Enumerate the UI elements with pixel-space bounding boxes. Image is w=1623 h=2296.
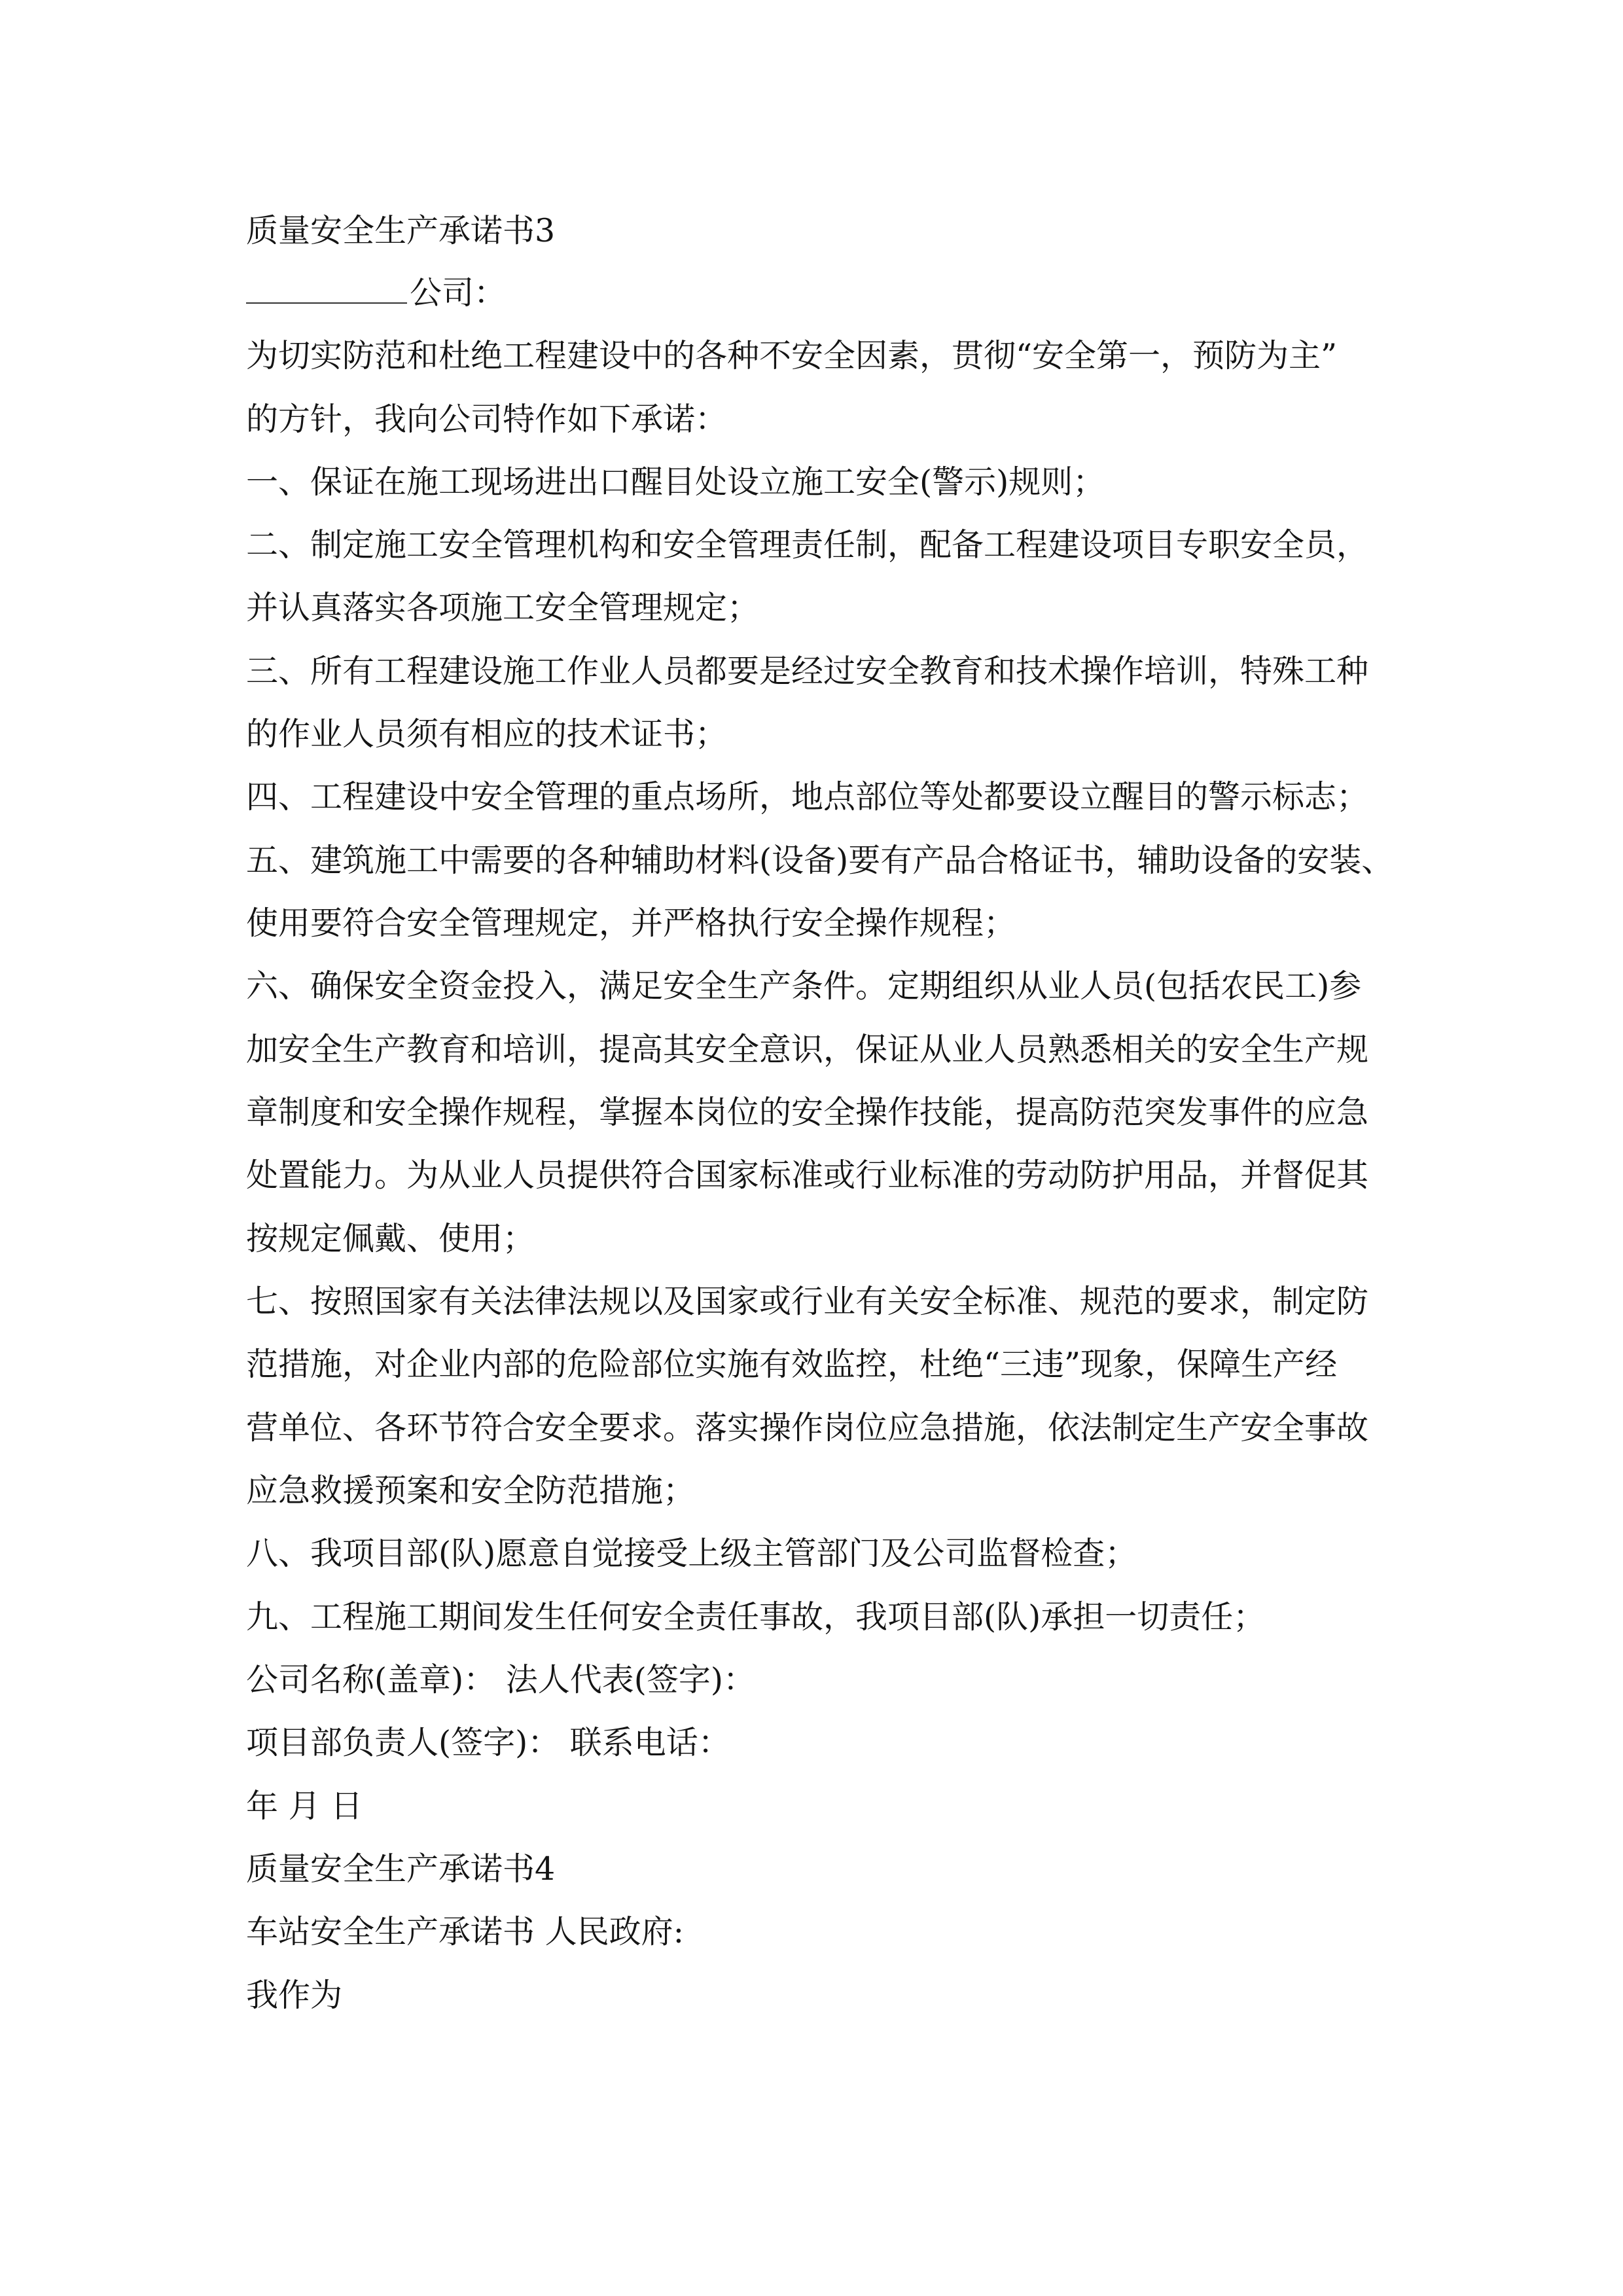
commitment-item-9: 九、工程施工期间发生任何安全责任事故，我项目部(队)承担一切责任； — [246, 1598, 1266, 1636]
document-title-3: 质量安全生产承诺书3 — [246, 212, 556, 249]
signature-company-line: 公司名称(盖章)： 法人代表(签字)： — [246, 1661, 756, 1698]
closing-line: 我作为 — [246, 1977, 343, 2014]
commitment-item-6-line-3: 章制度和安全操作规程，掌握本岗位的安全操作技能，提高防范突发事件的应急 — [246, 1094, 1369, 1131]
commitment-item-7-line-1: 七、按照国家有关法律法规以及国家或行业有关安全标准、规范的要求，制定防 — [246, 1283, 1369, 1320]
commitment-item-8: 八、我项目部(队)愿意自觉接受上级主管部门及公司监督检查； — [246, 1535, 1137, 1572]
commitment-item-7-line-3: 营单位、各环节符合安全要求。落实操作岗位应急措施，依法制定生产安全事故 — [246, 1409, 1369, 1446]
document-title-4: 质量安全生产承诺书4 — [246, 1850, 556, 1888]
commitment-item-5-line-2: 使用要符合安全管理规定，并严格执行安全操作规程； — [246, 905, 1016, 942]
addressee-line — [246, 274, 506, 313]
date-line: 年 月 日 — [246, 1787, 363, 1825]
commitment-item-2-line-2: 并认真落实各项施工安全管理规定； — [246, 589, 760, 626]
commitment-item-6-line-4: 处置能力。为从业人员提供符合国家标准或行业标准的劳动防护用品，并督促其 — [246, 1157, 1369, 1194]
commitment-item-5-line-1: 五、建筑施工中需要的各种辅助材料(设备)要有产品合格证书，辅助设备的安装、 — [246, 842, 1394, 879]
commitment-item-7-line-4: 应急救援预案和安全防范措施； — [246, 1472, 696, 1509]
intro-line-1: 为切实防范和杜绝工程建设中的各种不安全因素，贯彻“安全第一，预防为主” — [246, 337, 1338, 374]
commitment-item-3-line-1: 三、所有工程建设施工作业人员都要是经过安全教育和技术操作培训，特殊工种 — [246, 653, 1369, 690]
commitment-item-6-line-5: 按规定佩戴、使用； — [246, 1220, 535, 1257]
commitment-item-6-line-1: 六、确保安全资金投入，满足安全生产条件。定期组织从业人员(包括农民工)参 — [246, 967, 1362, 1005]
intro-line-2: 的方针，我向公司特作如下承诺： — [246, 401, 728, 438]
commitment-item-1: 一、保证在施工现场进出口醒目处设立施工安全(警示)规则； — [246, 463, 1105, 501]
commitment-item-4: 四、工程建设中安全管理的重点场所，地点部位等处都要设立醒目的警示标志； — [246, 778, 1369, 816]
signature-project-line: 项目部负责人(签字)： 联系电话： — [246, 1724, 730, 1761]
commitment-item-6-line-2: 加安全生产教育和培训，提高其安全意识，保证从业人员熟悉相关的安全生产规 — [246, 1031, 1369, 1068]
commitment-item-7-line-2: 范措施，对企业内部的危险部位实施有效监控，杜绝“三违”现象，保障生产经 — [246, 1346, 1338, 1383]
station-commitment-line: 车站安全生产承诺书 人民政府: — [246, 1913, 685, 1950]
addressee-suffix: 公司： — [410, 274, 507, 312]
commitment-item-2-line-1: 二、制定施工安全管理机构和安全管理责任制，配备工程建设项目专职安全员， — [246, 526, 1369, 564]
company-name-blank — [246, 274, 407, 304]
commitment-item-3-line-2: 的作业人员须有相应的技术证书； — [246, 715, 728, 753]
